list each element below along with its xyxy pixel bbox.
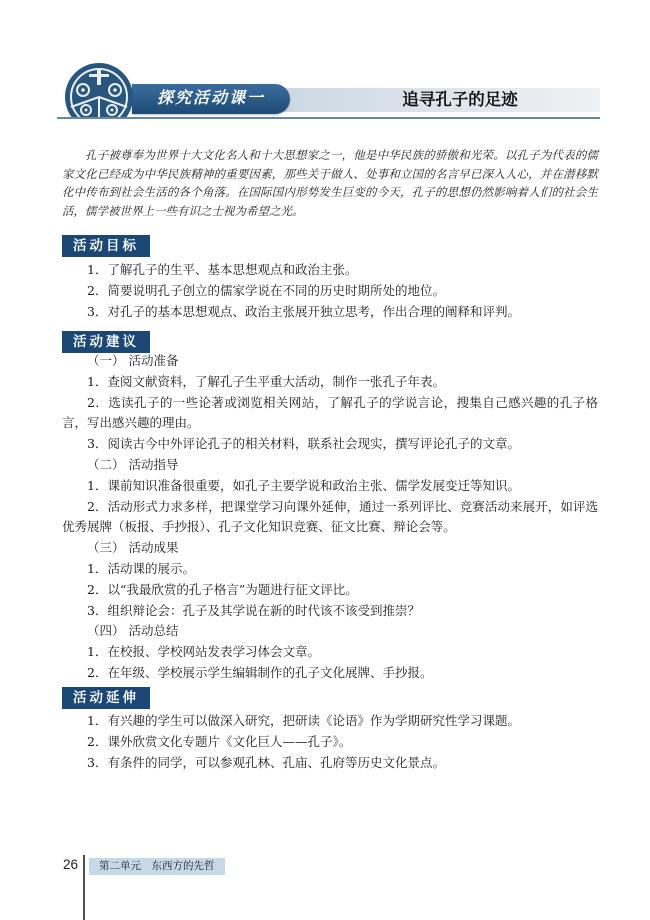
section-extension-body — [62, 711, 598, 773]
intro-paragraph: 孔子被尊奉为世界十大文化名人和十大思想家之一，他是中华民族的骄傲和光荣。以孔子为代表的儒家文化已经成为中华民族精神的重要因素，那些关于做人、处事和立国的名言早已深入人心，并在潜移默化中传布到社会生活的各个角落。在国际国内形势发生巨变的今天，孔子的思想仍然影响着人们的社会生活，儒学被世界上一些有识之士视为希望之光。 — [62, 148, 598, 218]
page-number: 26 — [62, 857, 78, 872]
section-goals-body — [62, 260, 598, 322]
suggestion-item: 3．组织辩论会：孔子及其学说在新的时代该不该受到推崇？ — [87, 602, 420, 618]
suggestion-item: 1．在校报、学校网站发表学习体会文章。 — [87, 644, 320, 660]
unit-label: 第二单元 东西方的先哲 — [89, 858, 225, 875]
goal-item: 3．对孔子的基本思想观点、政治主张展开独立思考，作出合理的阐释和评判。 — [87, 303, 520, 319]
suggestion-item: 2．以“我最欣赏的孔子格言”为题进行征文评比。 — [87, 581, 358, 597]
goal-item: 2．简要说明孔子创立的儒家学说在不同的历史时期所处的地位。 — [87, 282, 445, 298]
suggestion-item: 3．阅读古今中外评论孔子的相关材料，联系社会现实，撰写评论孔子的文章。 — [87, 436, 520, 452]
section-title-suggestions: 活动建议 — [62, 331, 150, 353]
section-title-extension: 活动延伸 — [62, 687, 150, 709]
lesson-badge: 探究活动课一 — [132, 84, 290, 114]
suggestion-subheading: （二） 活动指导 — [87, 456, 179, 472]
suggestion-subheading: （四） 活动总结 — [87, 623, 179, 639]
seal-pattern-icon — [61, 60, 137, 117]
page-title: 追寻孔子的足迹 — [402, 90, 518, 109]
suggestion-item: 1．活动课的展示。 — [87, 560, 195, 576]
suggestion-item: 2．活动形式力求多样，把课堂学习向课外延伸，通过一系列评比、竞赛活动来展开，如评选优秀展牌（板报、手抄报）、孔子文化知识竞赛、征文比赛、辩论会等。 — [62, 498, 598, 535]
goal-item: 1．了解孔子的生平、基本思想观点和政治主张。 — [87, 262, 358, 277]
suggestion-item: 2．在年级、学校展示学生编辑制作的孔子文化展牌、手抄报。 — [87, 664, 433, 680]
extension-item: 1．有兴趣的学生可以做深入研究，把研读《论语》作为学期研究性学习课题。 — [87, 713, 520, 728]
suggestion-item: 1．查阅文献资料，了解孔子生平重大活动，制作一张孔子年表。 — [87, 373, 445, 389]
suggestion-item: 2．选读孔子的一些论著或浏览相关网站，了解孔子的学说言论，搜集自己感兴趣的孔子格言，写出感兴趣的理由。 — [62, 394, 598, 431]
header-rule — [57, 117, 600, 119]
section-title-goals: 活动目标 — [62, 235, 150, 257]
footer-divider — [83, 855, 85, 920]
extension-item: 3．有条件的同学，可以参观孔林、孔庙、孔府等历史文化景点。 — [87, 754, 445, 770]
section-suggestions-body — [62, 351, 598, 684]
suggestion-subheading: （三） 活动成果 — [87, 540, 179, 556]
extension-item: 2．课外欣赏文化专题片《文化巨人——孔子》。 — [87, 733, 352, 749]
suggestion-subheading: （一） 活动准备 — [87, 353, 179, 368]
suggestion-item: 1．课前知识准备很重要，如孔子主要学说和政治主张、儒学发展变迁等知识。 — [87, 477, 520, 493]
